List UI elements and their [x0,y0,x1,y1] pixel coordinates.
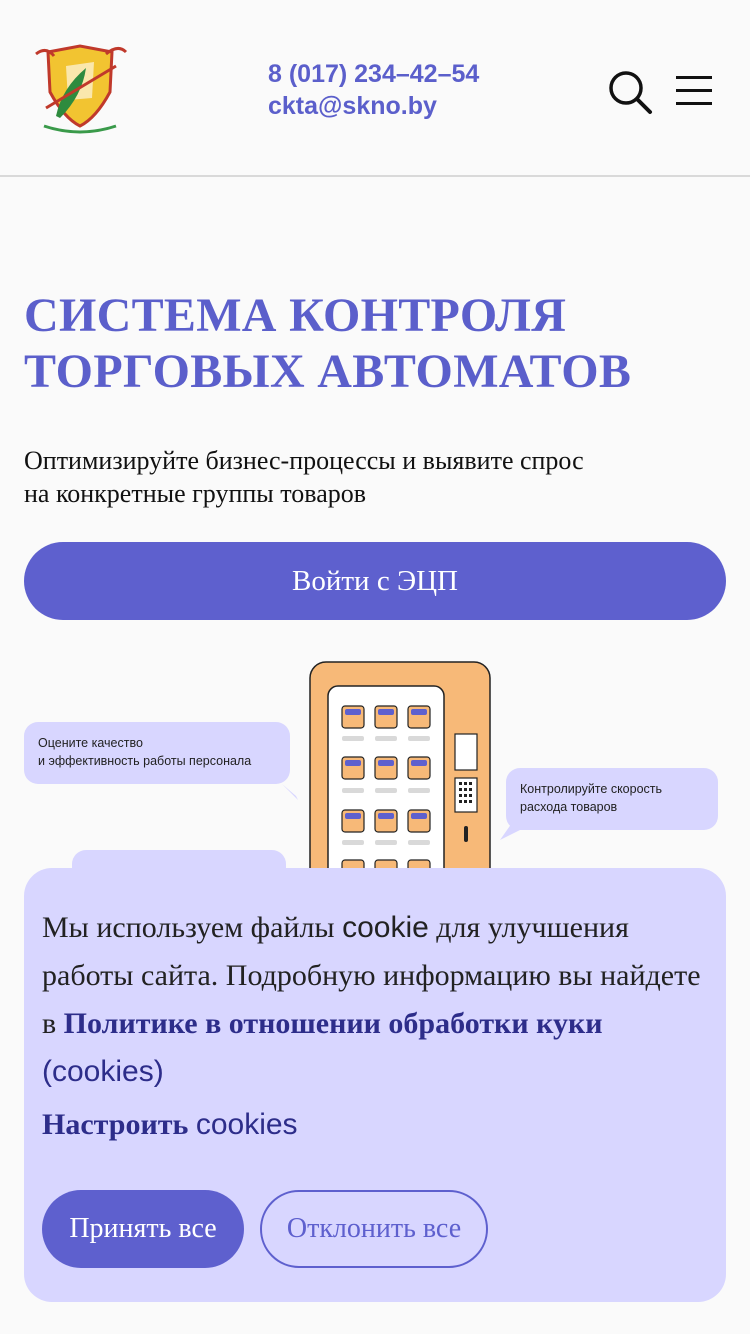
cookie-text-part2: для улучшения работы сайта. Подробную информацию вы найдете в [42,911,701,1040]
accept-all-button[interactable]: Принять все [42,1190,244,1268]
hero-title [24,288,724,400]
site-logo[interactable] [26,38,134,138]
hero-subtitle [24,444,704,510]
configure-cookies-word: cookies [195,1108,298,1141]
email-link[interactable]: ckta@skno.by [268,92,437,120]
reject-all-button[interactable]: Отклонить все [260,1190,488,1268]
phone-link[interactable]: 8 (017) 234–42–54 [268,60,480,88]
vending-illustration [0,650,750,880]
hamburger-menu-icon[interactable] [674,72,714,108]
bubble-staff-line1: Оцените качество [38,736,143,750]
cookie-text-word: cookie [342,911,429,944]
bubble-staff-line2: и эффективность работы персонала [38,754,252,768]
cookie-text [42,904,708,1096]
configure-text: Настроить [42,1108,196,1141]
cookie-buttons [42,1190,488,1268]
cookie-text-part1: Мы используем файлы [42,911,343,944]
cookie-banner [24,868,726,1302]
search-icon[interactable] [606,68,654,116]
hero-title-line1: СИСТЕМА КОНТРОЛЯ [24,289,567,342]
feature-bubble-staff [24,722,290,784]
login-ecp-button[interactable]: Войти с ЭЦП [24,542,726,620]
policy-link-cookies: (cookies) [42,1055,164,1088]
policy-link-text: Политике в отношении обработки куки [63,1007,603,1040]
hero-subtitle-line2: на конкретные группы товаров [24,479,367,508]
cookie-policy-link[interactable] [42,1007,603,1088]
bubble-consumption-line2: расхода товаров [520,800,618,814]
site-header [0,0,750,177]
hero-subtitle-line1: Оптимизируйте бизнес-процессы и выявите спрос [24,446,584,475]
feature-bubble-consumption [506,768,718,830]
contacts-block [268,58,479,122]
bubble-consumption-line1: Контролируйте скорость [520,782,663,796]
configure-cookies-link[interactable] [42,1108,708,1142]
hero-title-line2: ТОРГОВЫХ АВТОМАТОВ [24,345,632,398]
